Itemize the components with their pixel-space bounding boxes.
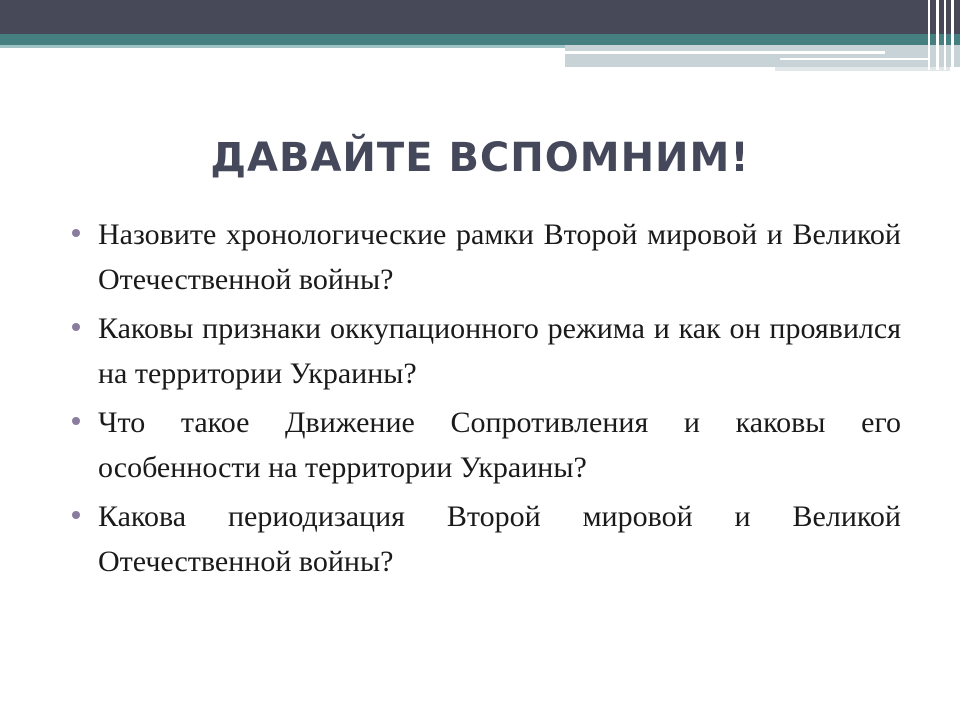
bullet-dot-icon: [72, 229, 80, 237]
header-band-teal: [0, 34, 960, 45]
bullet-item: [68, 494, 901, 584]
vertical-stripe: [951, 0, 954, 70]
header-band-grey-step: [565, 45, 960, 67]
bullet-item: [68, 212, 901, 302]
bullet-item: [68, 400, 901, 490]
vertical-stripe: [928, 0, 930, 70]
bullet-dot-icon: [72, 511, 80, 519]
header-line-white-short: [780, 58, 930, 60]
bullet-dot-icon: [72, 323, 80, 331]
bullet-text: Каковы признаки оккупационного режима и как он проявился на территории Украины?: [98, 312, 901, 390]
bullet-text: Какова периодизация Второй мировой и Великой Отечественной войны?: [98, 500, 901, 578]
bullet-dot-icon: [72, 417, 80, 425]
bullet-list: [68, 212, 901, 588]
header-vertical-stripes: [920, 0, 960, 70]
vertical-stripe: [944, 0, 946, 70]
bullet-item: [68, 306, 901, 396]
bullet-text: Что такое Движение Сопротивления и каковы его особенности на территории Украины?: [98, 406, 901, 484]
header-band-dark: [0, 0, 960, 34]
bullet-text: Назовите хронологические рамки Второй мировой и Великой Отечественной войны?: [98, 218, 901, 296]
vertical-stripe: [936, 0, 939, 70]
header-line-white: [565, 51, 885, 54]
slide-title: ДАВАЙТЕ ВСПОМНИМ!: [210, 135, 750, 181]
